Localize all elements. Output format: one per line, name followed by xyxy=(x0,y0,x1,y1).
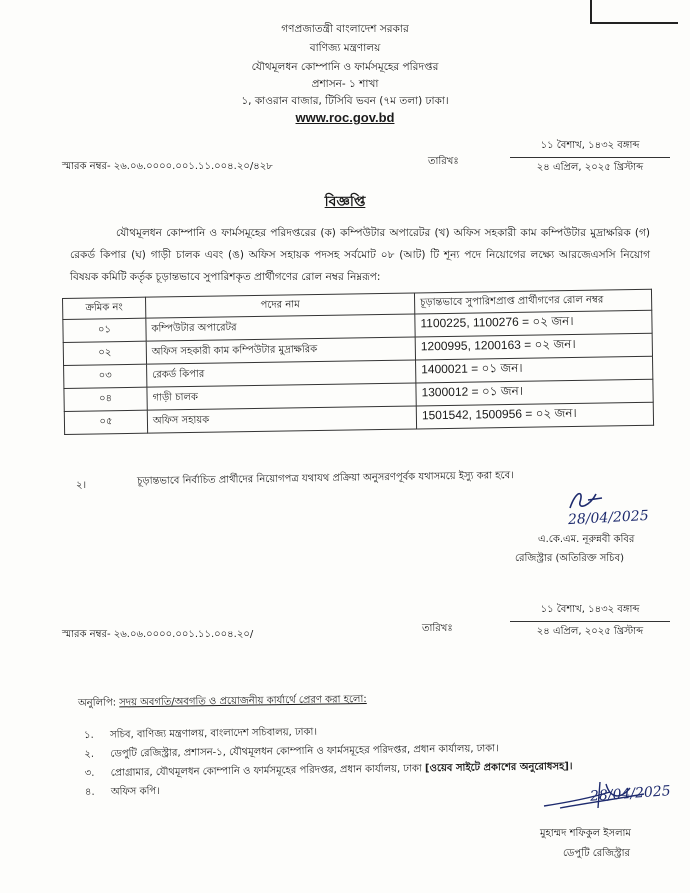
memo-number-2: স্মারক নম্বর- ২৬.০৬.০০০০.০০১.১১.০০৪.২০/ xyxy=(62,629,254,640)
signature-1-date: 28/04/2025 xyxy=(567,507,650,529)
copy-label: অনুলিপি: xyxy=(78,697,117,709)
date-bangla: ১১ বৈশাখ, ১৪৩২ বঙ্গাব্দ xyxy=(510,138,670,158)
roll-number-table xyxy=(62,289,654,435)
cell-rolls: 1501542, 1500956 = ০২ জন। xyxy=(416,402,653,429)
list-item-number: ৪. xyxy=(84,786,95,798)
cell-post: কম্পিউটার অপারেটর xyxy=(146,314,415,341)
copy-purpose: সদয় অবগতি/অবগতি ও প্রয়োজনীয় কার্যার্থে প্রেরণ করা হলো: xyxy=(119,693,367,709)
list-item-text: অফিস কপি। xyxy=(110,785,160,798)
date-english-2: ২৪ এপ্রিল, ২০২৫ খ্রিস্টাব্দ xyxy=(536,626,644,637)
cell-post: গাড়ী চালক xyxy=(147,383,416,410)
list-item-text: সচিব, বাণিজ্য মন্ত্রণালয়, বাংলাদেশ সচিবালয়, ঢাকা। xyxy=(110,726,318,741)
list-item-number: ২. xyxy=(84,748,95,760)
notice-title: বিজ্ঞপ্তি xyxy=(324,194,366,210)
notice-paragraph: যৌথমূলধন কোম্পানি ও ফার্মসমূহের পরিদপ্তরের (ক) কম্পিউটার অপারেটর (খ) অফিস সহকারী কাম কম্পিউটার মুদ্রাক্ষরিক (গ) রেকর্ড কিপার (ঘ) গাড়ী চালক এবং (ঙ) অফিস সহায়ক পদসহ সর্বমোট ০৮ (আট) টি শূন্য পদে নিয়োগের লক্ষ্যে আরজেএসসি নিয়োগ বিষয়ক কমিটি কর্তৃক চূড়ান্তভাবে সুপারিশকৃত প্রার্থীগণের রোল নম্বর নিম্নরূপ: xyxy=(70,227,650,283)
copy-heading xyxy=(78,692,367,713)
date-label: তারিখঃ xyxy=(428,156,459,167)
list-item-text: ডেপুটি রেজিস্ট্রার, প্রশাসন-১, যৌথমূলধন কোম্পানি ও ফার্মসমূহের পরিদপ্তর, প্রধান কার্যালয়, ঢাকা। xyxy=(110,743,499,760)
col-header-post: পদের নাম xyxy=(145,293,414,318)
col-header-serial: ক্রমিক নং xyxy=(63,297,146,319)
point-text: চূড়ান্তভাবে নির্বাচিত প্রার্থীদের নিয়োগপত্র যথাযথ প্রক্রিয়া অনুসরণপূর্বক যথাসময়ে ইস্যু করা হবে। xyxy=(137,470,514,487)
cell-serial: ০৩ xyxy=(64,364,147,388)
cell-rolls: 1300012 = ০১ জন। xyxy=(416,379,653,406)
ministry-name: বাণিজ্য মন্ত্রণালয় xyxy=(309,42,381,54)
office-address: ১, কাওরান বাজার, টিসিবি ভবন (৭ম তলা) ঢাকা। xyxy=(241,95,449,107)
cell-serial: ০১ xyxy=(63,318,146,342)
signatory-1-designation: রেজিস্ট্রার (অতিরিক্ত সচিব) xyxy=(515,553,625,564)
list-item-number: ৩. xyxy=(84,767,95,779)
copy-list xyxy=(84,719,573,802)
signatory-1-name: এ.কে.এম. নূরুন্নবী কবির xyxy=(538,534,635,545)
signatory-2-name: মুহাম্মদ শফিকুল ইসলাম xyxy=(540,828,631,839)
cell-serial: ০৪ xyxy=(64,387,147,411)
point-number: ২। xyxy=(76,480,87,491)
cell-rolls: 1100225, 1100276 = ০২ জন। xyxy=(415,310,652,337)
list-item-emphasis: [ওয়েব সাইটে প্রকাশের অনুরোধসহ]। xyxy=(424,761,573,775)
list-item-number: ১. xyxy=(84,729,94,741)
website-link[interactable]: www.roc.gov.bd xyxy=(295,110,395,125)
cell-rolls: 1200995, 1200163 = ০২ জন। xyxy=(415,333,652,360)
signature-2-date: 28/04/2025 xyxy=(589,783,672,805)
date-bangla-2: ১১ বৈশাখ, ১৪৩২ বঙ্গাব্দ xyxy=(510,602,670,622)
page-corner-mark xyxy=(590,0,678,24)
cell-post: রেকর্ড কিপার xyxy=(147,360,416,387)
signatory-2-designation: ডেপুটি রেজিস্ট্রার xyxy=(563,848,631,859)
branch-name: প্রশাসন- ১ শাখা xyxy=(311,78,379,90)
cell-serial: ০৫ xyxy=(64,410,147,434)
col-header-rolls: চূড়ান্তভাবে সুপারিশপ্রাপ্ত প্রার্থীগণের রোল নম্বর xyxy=(414,289,651,314)
cell-post: অফিস সহায়ক xyxy=(147,406,416,433)
cell-serial: ০২ xyxy=(63,341,146,365)
date-english: ২৪ এপ্রিল, ২০২৫ খ্রিস্টাব্দ xyxy=(536,162,644,173)
date-label-2: তারিখঃ xyxy=(422,623,453,634)
govt-name: গণপ্রজাতন্ত্রী বাংলাদেশ সরকার xyxy=(281,23,409,35)
cell-rolls: 1400021 = ০১ জন। xyxy=(416,356,653,383)
cell-post: অফিস সহকারী কাম কম্পিউটার মুদ্রাক্ষরিক xyxy=(146,337,415,364)
list-item-text: প্রোগ্রামার, যৌথমূলধন কোম্পানি ও ফার্মসমূহের পরিদপ্তর, প্রধান কার্যালয়, ঢাকা xyxy=(110,763,422,779)
memo-number: স্মারক নম্বর- ২৬.০৬.০০০০.০০১.১১.০০৪.২০/৪২৮ xyxy=(62,161,273,172)
department-name: যৌথমূলধন কোম্পানি ও ফার্মসমূহের পরিদপ্তর xyxy=(251,61,439,73)
